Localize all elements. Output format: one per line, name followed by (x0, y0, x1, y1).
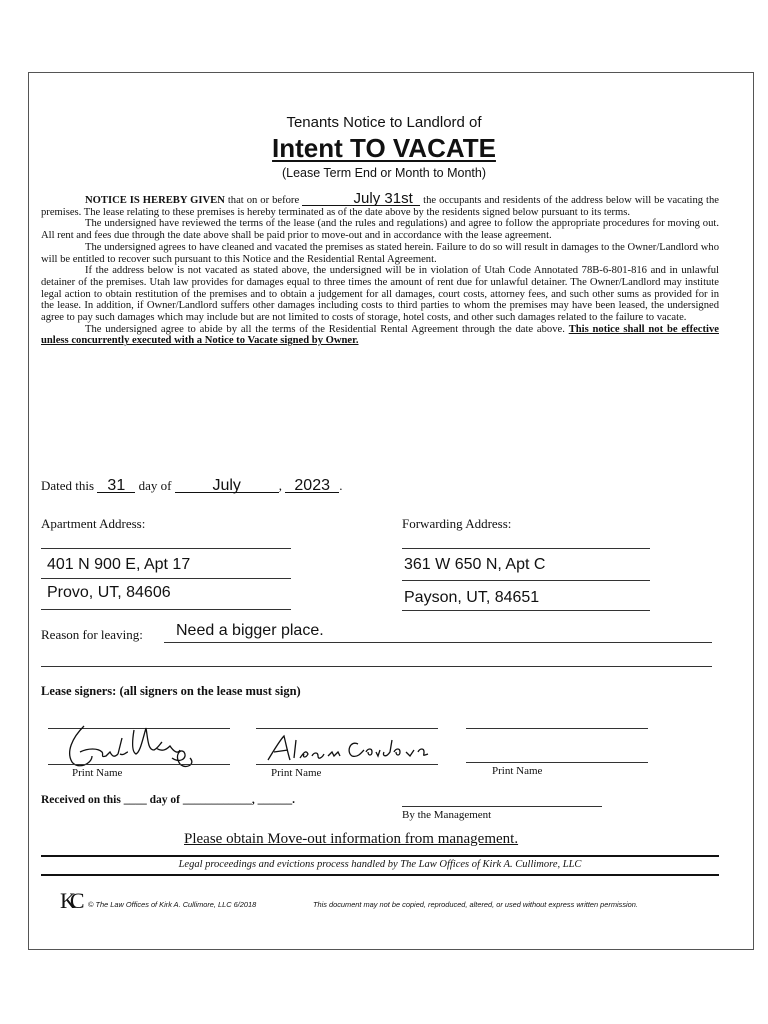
dated-line (41, 478, 342, 494)
forwarding-line1-field[interactable]: 361 W 650 N, Apt C (404, 556, 546, 573)
legal-top-rule (41, 855, 719, 857)
title-sub: (Lease Term End or Month to Month) (281, 166, 487, 180)
notice-lead-rest: the occupants and residents of the address below will be vacating the premises. The lease relating to these premises is hereby terminated as of the date above by the residents signed below pursuant to its terms. (41, 195, 719, 218)
signer-2-bottom-line (256, 764, 438, 765)
signer-3-top-line (466, 728, 648, 729)
apartment-address-label: Apartment Address: (41, 516, 146, 531)
apartment-line2-field[interactable]: Provo, UT, 84606 (47, 584, 171, 601)
lease-signers-heading: Lease signers: (all signers on the lease must sign) (41, 684, 301, 698)
dated-day-field[interactable]: 31 (97, 480, 135, 493)
reason-label: Reason for leaving: (41, 627, 143, 642)
forwarding-line-2 (402, 610, 650, 611)
notice-para5-bold: This notice shall not be effective unless concurrently executed with a Notice to Vacate signed by Owner. (41, 323, 719, 347)
page-title: Intent TO VACATE (272, 133, 496, 163)
signer-1-bottom-line (48, 764, 230, 765)
print-name-label-3: Print Name (492, 765, 543, 777)
title-main (0, 133, 768, 164)
apartment-line-1 (41, 578, 291, 579)
apartment-line-0 (41, 548, 291, 549)
notice-lead: NOTICE IS HEREBY GIVEN (85, 195, 225, 206)
reason-field[interactable]: Need a bigger place. (176, 622, 324, 639)
dated-day-of: day of (138, 478, 172, 493)
law-office-logo: KC (60, 888, 79, 913)
forwarding-address-label: Forwarding Address: (402, 516, 512, 531)
reason-line-1 (164, 642, 712, 643)
signer-2-top-line (256, 728, 438, 729)
notice-paragraph-3: The undersigned agrees to have cleaned and vacated the premises as stated herein. Failure to do so will result in damages to the Owner/Landlord who will be entitled to recover such pursuant to this Notice and the Residential Rental Agreement. (41, 241, 719, 265)
disclaimer-text: This document may not be copied, reproduced, altered, or used without express written permission. (313, 900, 638, 909)
signature-2 (262, 730, 442, 766)
legal-bottom-rule (41, 874, 719, 876)
signer-3-bottom-line (466, 762, 648, 763)
notice-paragraph-1 (41, 190, 719, 218)
by-management-label: By the Management (402, 809, 492, 821)
move-out-info-text: Please obtain Move-out information from management. (184, 831, 519, 847)
notice-paragraph-4: If the address below is not vacated as stated above, the undersigned will be in violation of Utah Code Annotated 78B-6-801-816 and in unlawful detainer of the premises. Utah law provides for damages equal to three times the amount of rent due for unlawful detainer. The Owner/Landlord may institute legal action to obtain restitution of the premises and to obtain a judgement for all damages, court costs, attorney fees, and such other sums as provided for in the lease. In addition, if Owner/Landlord suffers other damages including costs to third parties to whom the premises may have been leased, the undersigned agree to pay such damages which may include but are not limited to costs of storage, hotel costs, and other such damages related to the failure to vacate. (41, 265, 719, 324)
copyright-text: © The Law Offices of Kirk A. Cullimore, LLC 6/2018 (88, 900, 257, 909)
notice-lead-text: that on or before (224, 195, 303, 206)
received-line: Received on this ____ day of ____________, ______. (41, 794, 295, 806)
print-name-label-2: Print Name (271, 767, 322, 779)
dated-prefix: Dated this (41, 478, 95, 493)
dated-comma: , (278, 478, 282, 493)
management-signature-line (402, 806, 602, 807)
legal-line: Legal proceedings and evictions process handled by The Law Offices of Kirk A. Cullimore, LLC (178, 859, 582, 870)
notice-body (41, 190, 719, 347)
notice-para5-text: The undersigned agree to abide by all the terms of the Residential Rental Agreement through the date above. (85, 323, 569, 335)
dated-period: . (339, 478, 343, 493)
notice-paragraph-5 (41, 324, 719, 347)
apartment-line1-field[interactable]: 401 N 900 E, Apt 17 (47, 556, 191, 573)
apartment-line-2 (41, 609, 291, 610)
notice-paragraph-2: The undersigned have reviewed the terms of the lease (and the rules and regulations) and agree to follow the appropriate procedures for moving out. All rent and fees due through the date above shall be paid prior to move-out and in accordance with the lease agreement. (41, 218, 719, 242)
reason-line-2 (41, 666, 712, 667)
forwarding-line-1 (402, 580, 650, 581)
dated-year-field[interactable]: 2023 (285, 480, 339, 493)
print-name-label-1: Print Name (72, 767, 123, 779)
forwarding-line2-field[interactable]: Payson, UT, 84651 (404, 589, 540, 606)
forwarding-line-0 (402, 548, 650, 549)
dated-month-field[interactable]: July (175, 480, 279, 493)
vacate-date-field[interactable]: July 31st (302, 193, 420, 206)
title-top: Tenants Notice to Landlord of (286, 114, 482, 131)
